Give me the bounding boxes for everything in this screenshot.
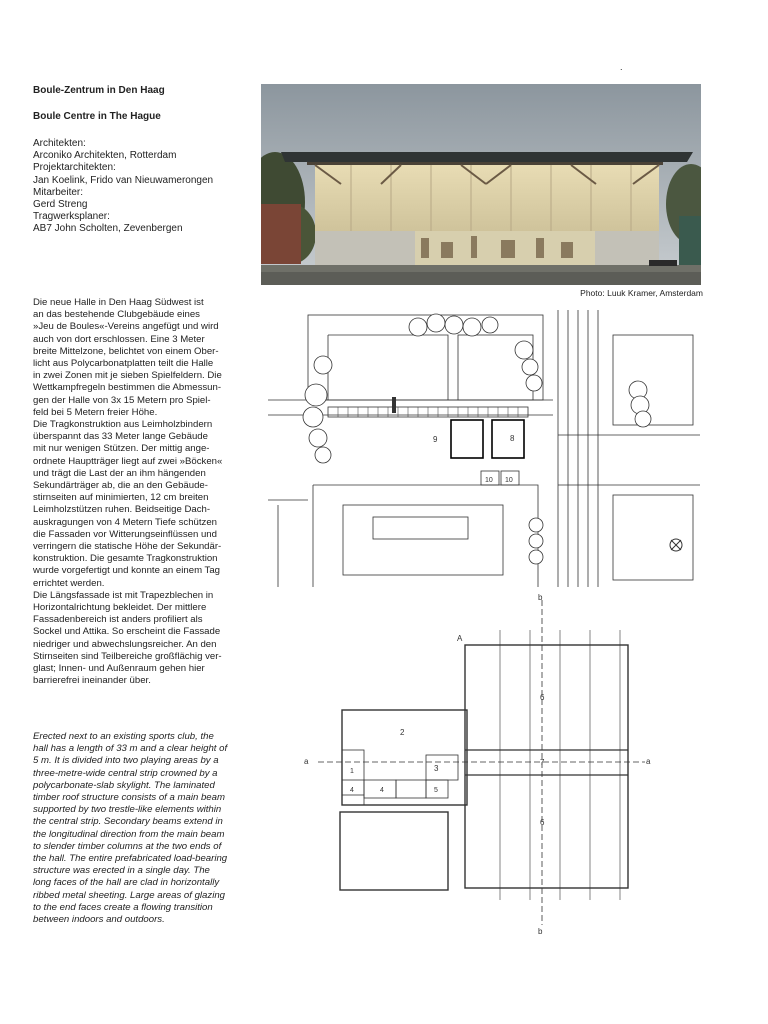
text-line: Die Tragkonstruktion aus Leimholzbindern xyxy=(33,419,213,431)
text-line: three-metre-wide central strip crowned by a xyxy=(33,767,218,779)
text-line: auch von dort erschlossen. Eine 3 Meter xyxy=(33,333,205,345)
text-line: structure was erected in a single day. The xyxy=(33,865,210,877)
building-photo xyxy=(261,84,701,285)
text-line: konstruktion. Die gesamte Tragkonstruktion xyxy=(33,553,218,565)
text-line: stirnseiten auf minimierten, 12 cm breiten xyxy=(33,492,209,504)
credits-line: Tragwerksplaner: xyxy=(33,211,110,223)
credits-line: Gerd Streng xyxy=(33,199,88,211)
text-line: Fassadenbereich ist anders profiliert als xyxy=(33,614,203,626)
text-line: Sockel und Attika. So erscheint die Fassade xyxy=(33,626,221,638)
text-line: Horizontalrichtung bekleidet. Der mittlere xyxy=(33,602,207,614)
body-text-german xyxy=(33,297,258,688)
text-line: glast; Innen- und Außenraum gehen hier xyxy=(33,663,205,675)
room-label: 2 xyxy=(400,728,405,737)
floor-plan xyxy=(300,590,660,940)
text-line: ribbed metal sheeting. Large areas of glazing xyxy=(33,889,225,901)
section-label: a xyxy=(646,757,651,766)
section-label: b xyxy=(538,927,543,936)
section-label: a xyxy=(304,757,309,766)
text-line: Wettkampfregeln bestimmen die Abmessun- xyxy=(33,382,222,394)
credits-line: Projektarchitekten: xyxy=(33,162,116,174)
text-line: licht aus Polycarbonatplatten teilt die Halle xyxy=(33,358,214,370)
text-line: polycarbonate-slab skylight. The laminated xyxy=(33,779,215,791)
section-label: b xyxy=(538,593,543,602)
credits-line: Mitarbeiter: xyxy=(33,186,84,198)
text-line: überspannt das 33 Meter lange Gebäude xyxy=(33,431,208,443)
text-line: to the end faces create a flowing transition xyxy=(33,901,213,913)
text-line: the longitudinal direction from the main beam xyxy=(33,828,225,840)
text-line: niedriger und abwechslungsreicher. An den xyxy=(33,638,217,650)
text-line: »Jeu de Boules«-Vereins angefügt und wird xyxy=(33,321,219,333)
text-line: 5 m. It is divided into two playing areas by a xyxy=(33,755,219,767)
text-line: Stirnseiten sind Teilbereiche großflächig ver- xyxy=(33,650,222,662)
text-line: auskragungen von 4 Metern Tiefe schützen xyxy=(33,516,217,528)
text-line: und trägt die Last der an ihm hängenden xyxy=(33,467,206,479)
text-line: the central strip. Secondary beams extend in xyxy=(33,816,223,828)
text-line: timber roof structure consists of a main beam xyxy=(33,792,225,804)
room-label: 6 xyxy=(540,693,545,702)
credits-line: Arconiko Architekten, Rotterdam xyxy=(33,150,177,162)
text-line: between indoors and outdoors. xyxy=(33,914,165,926)
room-label: 5 xyxy=(434,787,438,794)
text-line: feld bei 5 Metern freier Höhe. xyxy=(33,406,158,418)
site-label: 8 xyxy=(510,434,515,443)
text-line: the hall. The entire prefabricated load-bearing xyxy=(33,853,228,865)
text-line: barrierefrei ineinander über. xyxy=(33,675,151,687)
credits-line: AB7 John Scholten, Zevenbergen xyxy=(33,223,183,235)
text-line: hall has a length of 33 m and a clear height of xyxy=(33,743,228,755)
page-marker: . xyxy=(620,62,623,72)
section-label: A xyxy=(457,634,463,643)
photo-caption: Photo: Luuk Kramer, Amsterdam xyxy=(580,288,703,298)
site-plan xyxy=(268,305,700,587)
credits-line: Architekten: xyxy=(33,138,86,149)
text-line: supported by two trestle-like elements within xyxy=(33,804,222,816)
text-line: Leimholzstützen ruhen. Beidseitige Dach- xyxy=(33,504,211,516)
text-line: to slender timber columns at the two ends of xyxy=(33,840,222,852)
room-label: 1 xyxy=(350,768,354,775)
room-label: 4 xyxy=(380,787,384,794)
north-arrow-icon xyxy=(670,539,682,551)
credits-block xyxy=(33,138,263,236)
site-label: 9 xyxy=(433,435,438,444)
text-line: Erected next to an existing sports club, the xyxy=(33,731,214,742)
text-line: Sekundärträger ab, die an den Gebäude- xyxy=(33,480,208,492)
body-text-english xyxy=(33,731,258,926)
site-building-8 xyxy=(492,420,524,458)
room-label: 4 xyxy=(350,787,354,794)
site-label: 10 xyxy=(505,477,513,484)
site-label: 10 xyxy=(485,477,493,484)
room-label: 3 xyxy=(434,764,439,773)
text-line: Die Längsfassade ist mit Trapezblechen in xyxy=(33,589,214,601)
text-line: ordnete Hauptträger liegt auf zwei »Böcken« xyxy=(33,455,223,467)
text-line: verringern die statische Höhe der Sekundär- xyxy=(33,541,222,553)
room-label: 6 xyxy=(540,818,545,827)
text-line: gen der Halle von 3x 15 Metern pro Spiel- xyxy=(33,394,211,406)
text-line: errichtet werden. xyxy=(33,577,105,589)
site-building-9 xyxy=(451,420,483,458)
building-photo-image xyxy=(261,84,701,285)
room-label: 7 xyxy=(540,758,545,767)
text-line: breite Mittelzone, belichtet von einem Ober- xyxy=(33,345,219,357)
title-english: Boule Centre in The Hague xyxy=(33,111,161,122)
title-german: Boule-Zentrum in Den Haag xyxy=(33,85,165,96)
credits-line: Jan Koelink, Frido van Nieuwamerongen xyxy=(33,174,214,186)
text-line: die Fassaden vor Witterungseinflüssen und xyxy=(33,528,217,540)
text-line: wurde vorgefertigt und konnte an einem Tag xyxy=(33,565,221,577)
text-line: an das bestehende Clubgebäude eines xyxy=(33,309,200,321)
text-line: Die neue Halle in Den Haag Südwest ist xyxy=(33,297,204,308)
text-line: long faces of the hall are clad in horizontally xyxy=(33,877,220,889)
text-line: in zwei Zonen mit je sieben Spielfeldern. Die xyxy=(33,370,222,382)
text-line: mit nur wenigen Stützen. Der mittig ange- xyxy=(33,443,210,455)
